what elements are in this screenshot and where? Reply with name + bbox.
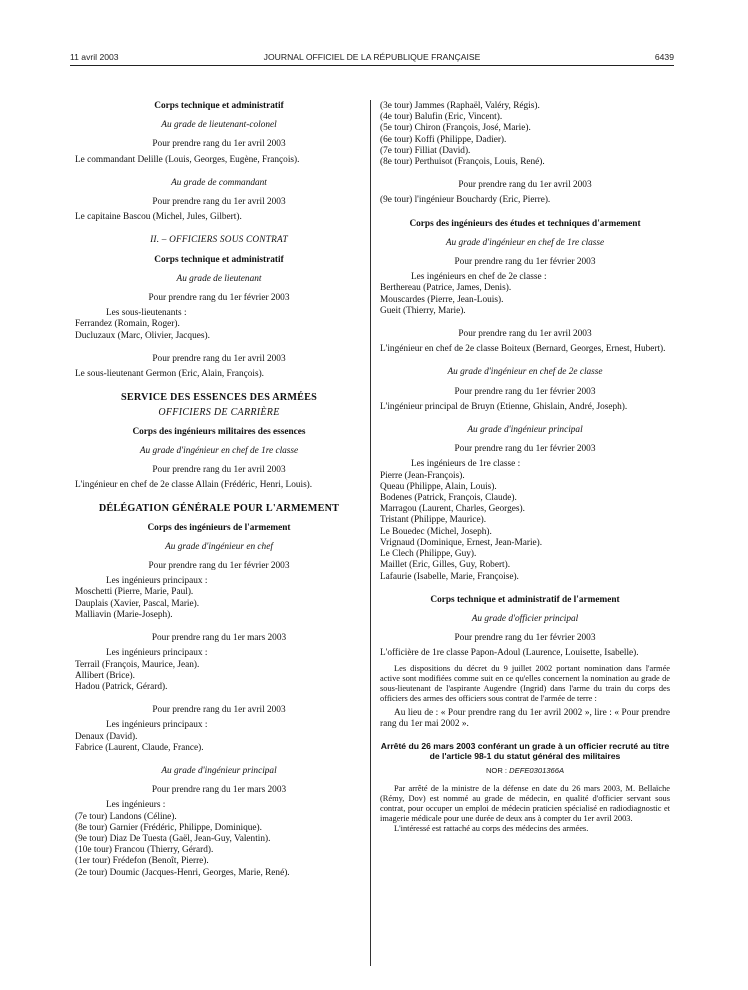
list-item: Maillet (Eric, Gilles, Guy, Robert). — [380, 560, 511, 571]
list-item: Berthereau (Patrice, James, Denis). — [380, 283, 512, 294]
rank-date-line: Pour prendre rang du 1er avril 2003 — [152, 353, 286, 364]
appointee-line: L'ingénieur principal de Bruyn (Etienne, Ghislain, André, Joseph). — [380, 401, 628, 412]
appointee-line: L'ingénieur en chef de 2e classe Boiteux (Bernard, Georges, Ernest, Hubert). — [380, 344, 666, 355]
header-page-number: 6439 — [654, 52, 674, 62]
page-header — [70, 52, 674, 66]
list-item: (8e tour) Perthuisot (François, Louis, René). — [380, 157, 545, 168]
list-item: Vrignaud (Dominique, Ernest, Jean-Marie). — [380, 537, 543, 548]
list-item: Bodenes (Patrick, François, Claude). — [380, 493, 517, 504]
list-item: Tristant (Philippe, Maurice). — [380, 515, 487, 526]
rank-date-line: Pour prendre rang du 1er avril 2003 — [152, 465, 286, 476]
list-item: Moschetti (Pierre, Marie, Paul). — [75, 587, 194, 598]
rank-date-line: Pour prendre rang du 1er février 2003 — [148, 293, 290, 304]
list-item: (1er tour) Frédefon (Benoît, Pierre). — [75, 856, 209, 867]
list-item: (8e tour) Garnier (Frédéric, Philippe, Dominique). — [75, 822, 262, 833]
list-item: (3e tour) Jammes (Raphaël, Valéry, Régis). — [380, 101, 540, 111]
section-corps-heading: Corps des ingénieurs de l'armement — [147, 522, 291, 533]
list-item: Dauplais (Xavier, Pascal, Marie). — [75, 598, 200, 609]
grade-heading: Au grade d'ingénieur en chef — [165, 541, 273, 552]
list-item: Queau (Philippe, Alain, Louis). — [380, 481, 497, 492]
rank-date-line: Pour prendre rang du 1er avril 2003 — [152, 197, 286, 208]
list-item: (5e tour) Chiron (François, José, Marie). — [380, 123, 531, 134]
list-item: Allibert (Brice). — [75, 670, 135, 681]
column-divider — [370, 100, 371, 966]
grade-heading: Au grade d'ingénieur en chef de 2e classe — [447, 367, 603, 378]
appointee-line: L'officière de 1re classe Papon-Adoul (Laurence, Louisette, Isabelle). — [380, 648, 639, 659]
list-item: Malliavin (Marie-Joseph). — [75, 609, 173, 620]
service-subtitle: OFFICIERS DE CARRIÈRE — [158, 407, 280, 419]
list-item: Gueit (Thierry, Marie). — [380, 305, 466, 316]
list-item: (6e tour) Koffi (Philippe, Dadier). — [380, 134, 507, 145]
rank-date-line: Pour prendre rang du 1er février 2003 — [148, 561, 290, 572]
grade-heading: Au grade de lieutenant — [176, 273, 262, 284]
list-item: Terrail (François, Maurice, Jean). — [75, 659, 200, 670]
left-column — [75, 101, 363, 879]
list-intro: Les ingénieurs principaux : — [106, 576, 208, 587]
grade-heading: Au grade d'ingénieur principal — [161, 765, 277, 776]
list-item: (4e tour) Balufin (Eric, Vincent). — [380, 112, 503, 123]
grade-heading: Au grade d'ingénieur en chef de 1re classe — [139, 445, 299, 456]
rank-date-line: Pour prendre rang du 1er février 2003 — [454, 444, 596, 455]
rank-date-line: Pour prendre rang du 1er avril 2003 — [152, 139, 286, 150]
decree-paragraph: Par arrêté de la ministre de la défense en date du 26 mars 2003, M. Bellaïche (Rémy, Dov) est nommé au grade de médecin, en qualité d'officier servant sous contrat, pour occuper un emploi de médecin praticien spécialisé en radiodiagnostic et imagerie médicale pour une durée de deux ans à compter du 1er avril 2003. — [380, 784, 670, 824]
section-corps-heading: Corps technique et administratif — [154, 101, 284, 111]
list-intro: Les ingénieurs principaux : — [106, 720, 208, 731]
section-corps-heading: Corps technique et administratif de l'armement — [430, 594, 620, 605]
section-corps-heading: Corps des ingénieurs militaires des essences — [132, 426, 306, 437]
header-date: 11 avril 2003 — [70, 52, 119, 62]
rank-date-line: Pour prendre rang du 1er avril 2003 — [458, 329, 592, 340]
list-item: Marragou (Laurent, Charles, Georges). — [380, 504, 525, 515]
grade-heading: Au grade de commandant — [171, 177, 267, 188]
section-corps-heading: Corps des ingénieurs des études et techniques d'armement — [409, 218, 641, 229]
appointee-line: L'ingénieur en chef de 2e classe Allain (Frédéric, Henri, Louis). — [75, 480, 313, 491]
appointee-line: (9e tour) l'ingénieur Bouchardy (Eric, Pierre). — [380, 195, 551, 206]
list-item: Ferrandez (Romain, Roger). — [75, 319, 180, 330]
list-item: Pierre (Jean-François). — [380, 470, 465, 481]
list-intro: Les ingénieurs de 1re classe : — [411, 459, 521, 470]
section-title: II. – OFFICIERS SOUS CONTRAT — [150, 235, 288, 246]
rank-date-line: Pour prendre rang du 1er avril 2003 — [458, 180, 592, 191]
section-corps-heading: Corps technique et administratif — [154, 254, 284, 265]
grade-heading: Au grade d'ingénieur en chef de 1re classe — [445, 237, 605, 248]
appointee-line: Le capitaine Bascou (Michel, Jules, Gilbert). — [75, 212, 242, 223]
rank-date-line: Pour prendre rang du 1er mars 2003 — [151, 785, 287, 796]
rank-date-line: Pour prendre rang du 1er avril 2003 — [152, 705, 286, 716]
grade-heading: Au grade d'ingénieur principal — [467, 425, 583, 436]
list-item: Le Clech (Philippe, Guy). — [380, 549, 477, 560]
amendment-paragraph: Les dispositions du décret du 9 juillet 2002 portant nomination dans l'armée active sont modifiées comme suit en ce qu'elles concernent la nomination au grade de sous-lieutenant de l'aspirante Augendre (Ingrid) dans l'arme du train du corps des officiers des armes des officiers sous contrat de l'armée de terre : — [380, 663, 670, 703]
header-journal-title: JOURNAL OFFICIEL DE LA RÉPUBLIQUE FRANÇAISE — [263, 52, 481, 62]
list-item: (7e tour) Landons (Céline). — [75, 811, 177, 822]
rank-date-line: Pour prendre rang du 1er février 2003 — [454, 633, 596, 644]
list-item: Denaux (David). — [75, 731, 138, 742]
list-item: Hadou (Patrick, Gérard). — [75, 681, 168, 692]
list-item: (7e tour) Filliat (David). — [380, 145, 471, 156]
nor-label: NOR : — [485, 766, 508, 776]
list-item: Lafaurie (Isabelle, Marie, Françoise). — [380, 571, 519, 582]
decree-paragraph-attachment: L'intéressé est rattaché au corps des médecins des armées. — [394, 824, 589, 834]
list-intro: Les ingénieurs en chef de 2e classe : — [411, 272, 547, 283]
grade-heading: Au grade de lieutenant-colonel — [161, 120, 277, 131]
list-item: (10e tour) Francou (Thierry, Gérard). — [75, 845, 214, 856]
rank-date-line: Pour prendre rang du 1er février 2003 — [454, 257, 596, 268]
list-intro: Les sous-lieutenants : — [106, 308, 187, 319]
rank-date-line: Pour prendre rang du 1er février 2003 — [454, 386, 596, 397]
list-item: Mouscardes (Pierre, Jean-Louis). — [380, 294, 504, 305]
list-item: Fabrice (Laurent, Claude, France). — [75, 742, 204, 753]
rank-date-line: Pour prendre rang du 1er mars 2003 — [151, 633, 287, 644]
appointee-line: Le sous-lieutenant Germon (Eric, Alain, François). — [75, 369, 264, 380]
nor-reference — [380, 765, 670, 776]
list-item: (9e tour) Diaz De Tuesta (Gaël, Jean-Guy, Valentin). — [75, 833, 271, 844]
list-intro: Les ingénieurs principaux : — [106, 648, 208, 659]
appointee-line: Le commandant Delille (Louis, Georges, Eugène, François). — [75, 154, 300, 165]
grade-heading: Au grade d'officier principal — [471, 613, 579, 624]
header-rule — [70, 65, 674, 66]
right-column — [380, 101, 670, 834]
service-title: SERVICE DES ESSENCES DES ARMÉES — [120, 392, 318, 404]
list-item: Le Bouedec (Michel, Joseph). — [380, 526, 492, 537]
amendment-correction: Au lieu de : « Pour prendre rang du 1er avril 2002 », lire : « Pour prendre rang du 1er mai 2002 ». — [380, 707, 670, 729]
nor-value: DEFE0301366A — [509, 766, 565, 776]
list-item: Ducluzaux (Marc, Olivier, Jacques). — [75, 330, 210, 341]
list-intro: Les ingénieurs : — [106, 800, 166, 811]
service-title: DÉLÉGATION GÉNÉRALE POUR L'ARMEMENT — [98, 503, 340, 515]
decree-title: Arrêté du 26 mars 2003 conférant un grade à un officier recruté au titre de l'article 98-1 du statut général des militaires — [380, 740, 670, 761]
list-item: (2e tour) Doumic (Jacques-Henri, Georges, Marie, René). — [75, 867, 290, 878]
